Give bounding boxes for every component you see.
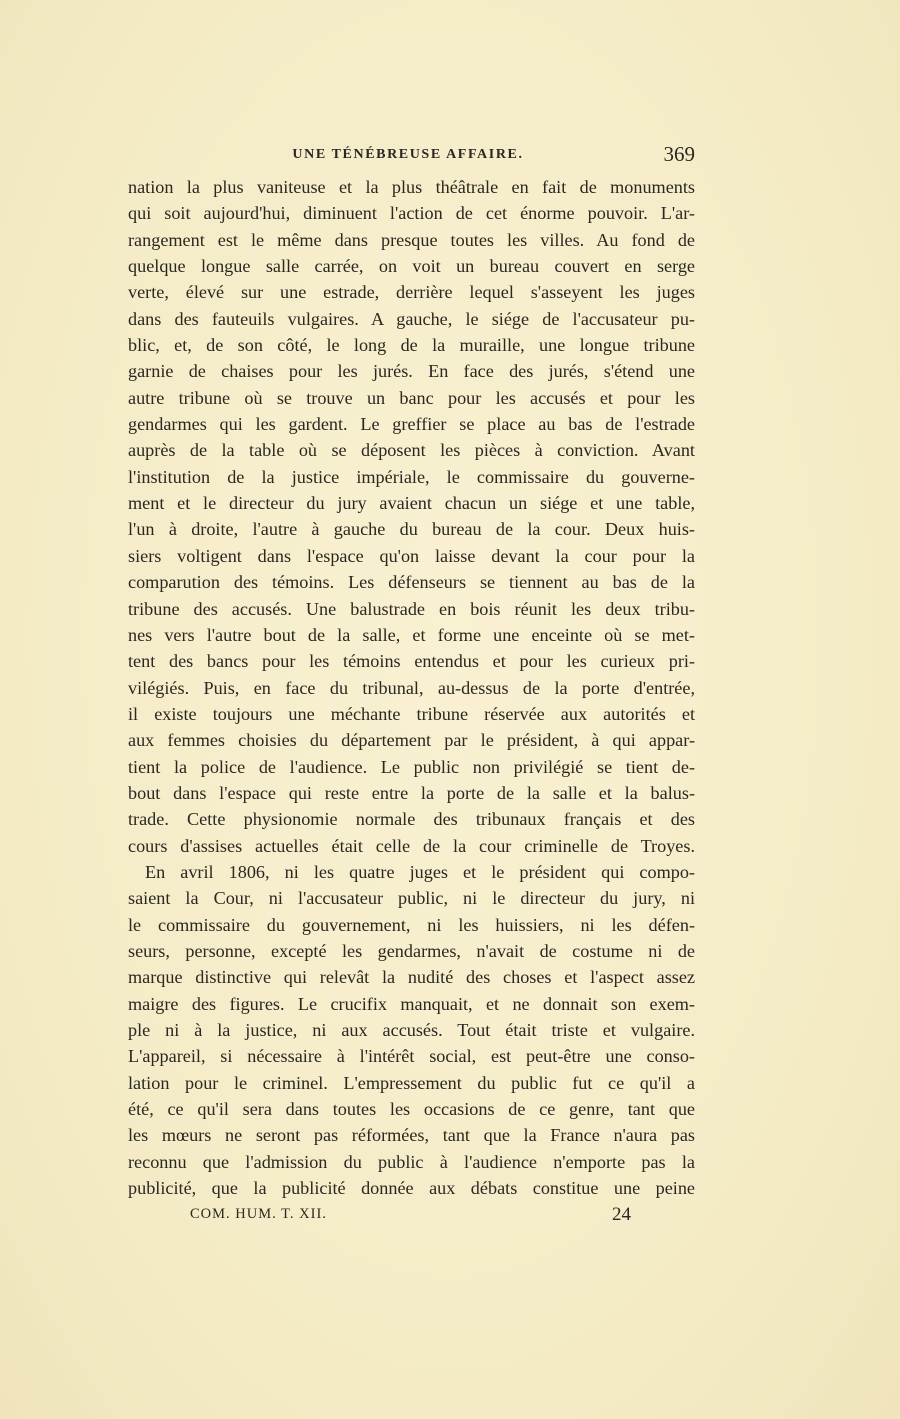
text-line-content: lation pour le criminel. L'empressement du public fut ce qu'il a — [128, 1072, 695, 1093]
text-line-content: nes vers l'autre bout de la salle, et forme une enceinte où se met- — [128, 624, 695, 645]
text-line-content: reconnu que l'admission du public à l'audience n'emporte pas la — [128, 1151, 695, 1172]
text-line-content: l'un à droite, l'autre à gauche du bureau de la cour. Deux huis- — [128, 519, 695, 540]
text-line — [128, 1070, 695, 1096]
text-line — [128, 622, 695, 648]
body-text — [128, 174, 695, 1201]
running-head — [128, 144, 695, 168]
text-line-content: garnie de chaises pour les jurés. En face des jurés, s'étend une — [128, 361, 695, 382]
text-line-content: tent des bancs pour les témoins entendus et pour les curieux pri- — [128, 651, 695, 672]
text-line-content: autre tribune où se trouve un banc pour les accusés et pour les — [128, 387, 695, 408]
text-line-content: quelque longue salle carrée, on voit un bureau couvert en serge — [128, 256, 695, 277]
text-line-content: verte, élevé sur une estrade, derrière lequel s'asseyent les juges — [128, 282, 695, 303]
text-line — [128, 306, 695, 332]
text-line — [128, 833, 695, 859]
text-line — [128, 253, 695, 279]
text-line-content: L'appareil, si nécessaire à l'intérêt social, est peut-être une conso- — [128, 1046, 695, 1067]
text-line-content: auprès de la table où se déposent les pièces à conviction. Avant — [128, 440, 695, 461]
text-line-content: qui soit aujourd'hui, diminuent l'action de cet énorme pouvoir. L'ar- — [128, 203, 695, 224]
text-line-content: les mœurs ne seront pas réformées, tant que la France n'aura pas — [128, 1125, 695, 1146]
text-line — [128, 1175, 695, 1201]
text-line-content: marque distinctive qui relevât la nudité des choses et l'aspect assez — [128, 967, 695, 988]
text-line-content: été, ce qu'il sera dans toutes les occasions de ce genre, tant que — [128, 1099, 695, 1120]
signature-number: 24 — [612, 1204, 631, 1225]
text-line — [128, 885, 695, 911]
text-line — [128, 411, 695, 437]
text-line-content: siers voltigent dans l'espace qu'on laisse devant la cour pour la — [128, 545, 695, 566]
text-line — [128, 1096, 695, 1122]
text-line — [128, 200, 695, 226]
text-line — [128, 174, 695, 200]
text-line — [128, 437, 695, 463]
text-line — [128, 464, 695, 490]
text-line — [128, 596, 695, 622]
text-line-content: tient la police de l'audience. Le public non privilégié se tient de- — [128, 756, 695, 777]
text-line — [128, 279, 695, 305]
text-line-content: maigre des figures. Le crucifix manquait, et ne donnait son exem- — [128, 993, 695, 1014]
text-line-content: rangement est le même dans presque toutes les villes. Au fond de — [128, 229, 695, 250]
text-line — [128, 648, 695, 674]
text-line — [128, 701, 695, 727]
text-line-content: aux femmes choisies du département par le président, à qui appar- — [128, 730, 695, 751]
text-line — [128, 859, 695, 885]
text-line — [128, 358, 695, 384]
running-title: UNE TÉNÉBREUSE AFFAIRE. — [292, 147, 524, 162]
text-line-content: vilégiés. Puis, en face du tribunal, au-dessus de la porte d'entrée, — [128, 677, 695, 698]
text-line-content: trade. Cette physionomie normale des tribunaux français et des — [128, 809, 695, 830]
text-line — [128, 991, 695, 1017]
text-line — [128, 385, 695, 411]
text-line — [128, 516, 695, 542]
text-line — [128, 1017, 695, 1043]
text-line — [128, 938, 695, 964]
text-line-content: ple ni à la justice, ni aux accusés. Tout était triste et vulgaire. — [128, 1020, 695, 1040]
text-line — [128, 727, 695, 753]
text-line-content: nation la plus vaniteuse et la plus théâtrale en fait de monuments — [128, 177, 695, 197]
text-line — [128, 964, 695, 990]
text-line — [128, 806, 695, 832]
text-line-content: seurs, personne, excepté les gendarmes, n'avait de costume ni de — [128, 940, 695, 961]
text-line — [128, 754, 695, 780]
text-line — [128, 1149, 695, 1175]
text-line-content: il existe toujours une méchante tribune réservée aux autorités et — [128, 703, 695, 724]
text-line-content: saient la Cour, ni l'accusateur public, ni le directeur du jury, ni — [128, 888, 695, 909]
text-line-content: En avril 1806, ni les quatre juges et le président qui compo- — [145, 861, 695, 882]
text-line-content: le commissaire du gouvernement, ni les huissiers, ni les défen- — [128, 914, 695, 935]
page-number: 369 — [663, 142, 695, 166]
text-line — [128, 227, 695, 253]
text-line — [128, 780, 695, 806]
text-line — [128, 1043, 695, 1069]
text-line — [128, 912, 695, 938]
text-line-content: publicité, que la publicité donnée aux débats constitue une peine — [128, 1178, 695, 1199]
page-footer — [128, 1204, 695, 1228]
text-line-content: comparution des témoins. Les défenseurs se tiennent au bas de la — [128, 572, 695, 593]
text-line-content: bout dans l'espace qui reste entre la porte de la salle et la balus- — [128, 782, 695, 803]
text-line-content: tribune des accusés. Une balustrade en bois réunit les deux tribu- — [128, 598, 695, 619]
text-line-content: dans des fauteuils vulgaires. A gauche, le siége de l'accusateur pu- — [128, 308, 695, 329]
text-line — [128, 675, 695, 701]
text-line — [128, 1122, 695, 1148]
text-line-content: l'institution de la justice impériale, le commissaire du gouverne- — [128, 466, 695, 487]
text-line — [128, 332, 695, 358]
text-line-content: ment et le directeur du jury avaient chacun un siége et une table, — [128, 493, 695, 514]
text-line — [128, 569, 695, 595]
text-line-content: gendarmes qui les gardent. Le greffier se place au bas de l'estrade — [128, 414, 695, 435]
text-line-content: cours d'assises actuelles était celle de la cour criminelle de Troyes. — [128, 835, 695, 856]
text-line — [128, 490, 695, 516]
text-line — [128, 543, 695, 569]
text-line-content: blic, et, de son côté, le long de la muraille, une longue tribune — [128, 335, 695, 356]
signature-mark: COM. HUM. T. XII. — [190, 1206, 327, 1222]
